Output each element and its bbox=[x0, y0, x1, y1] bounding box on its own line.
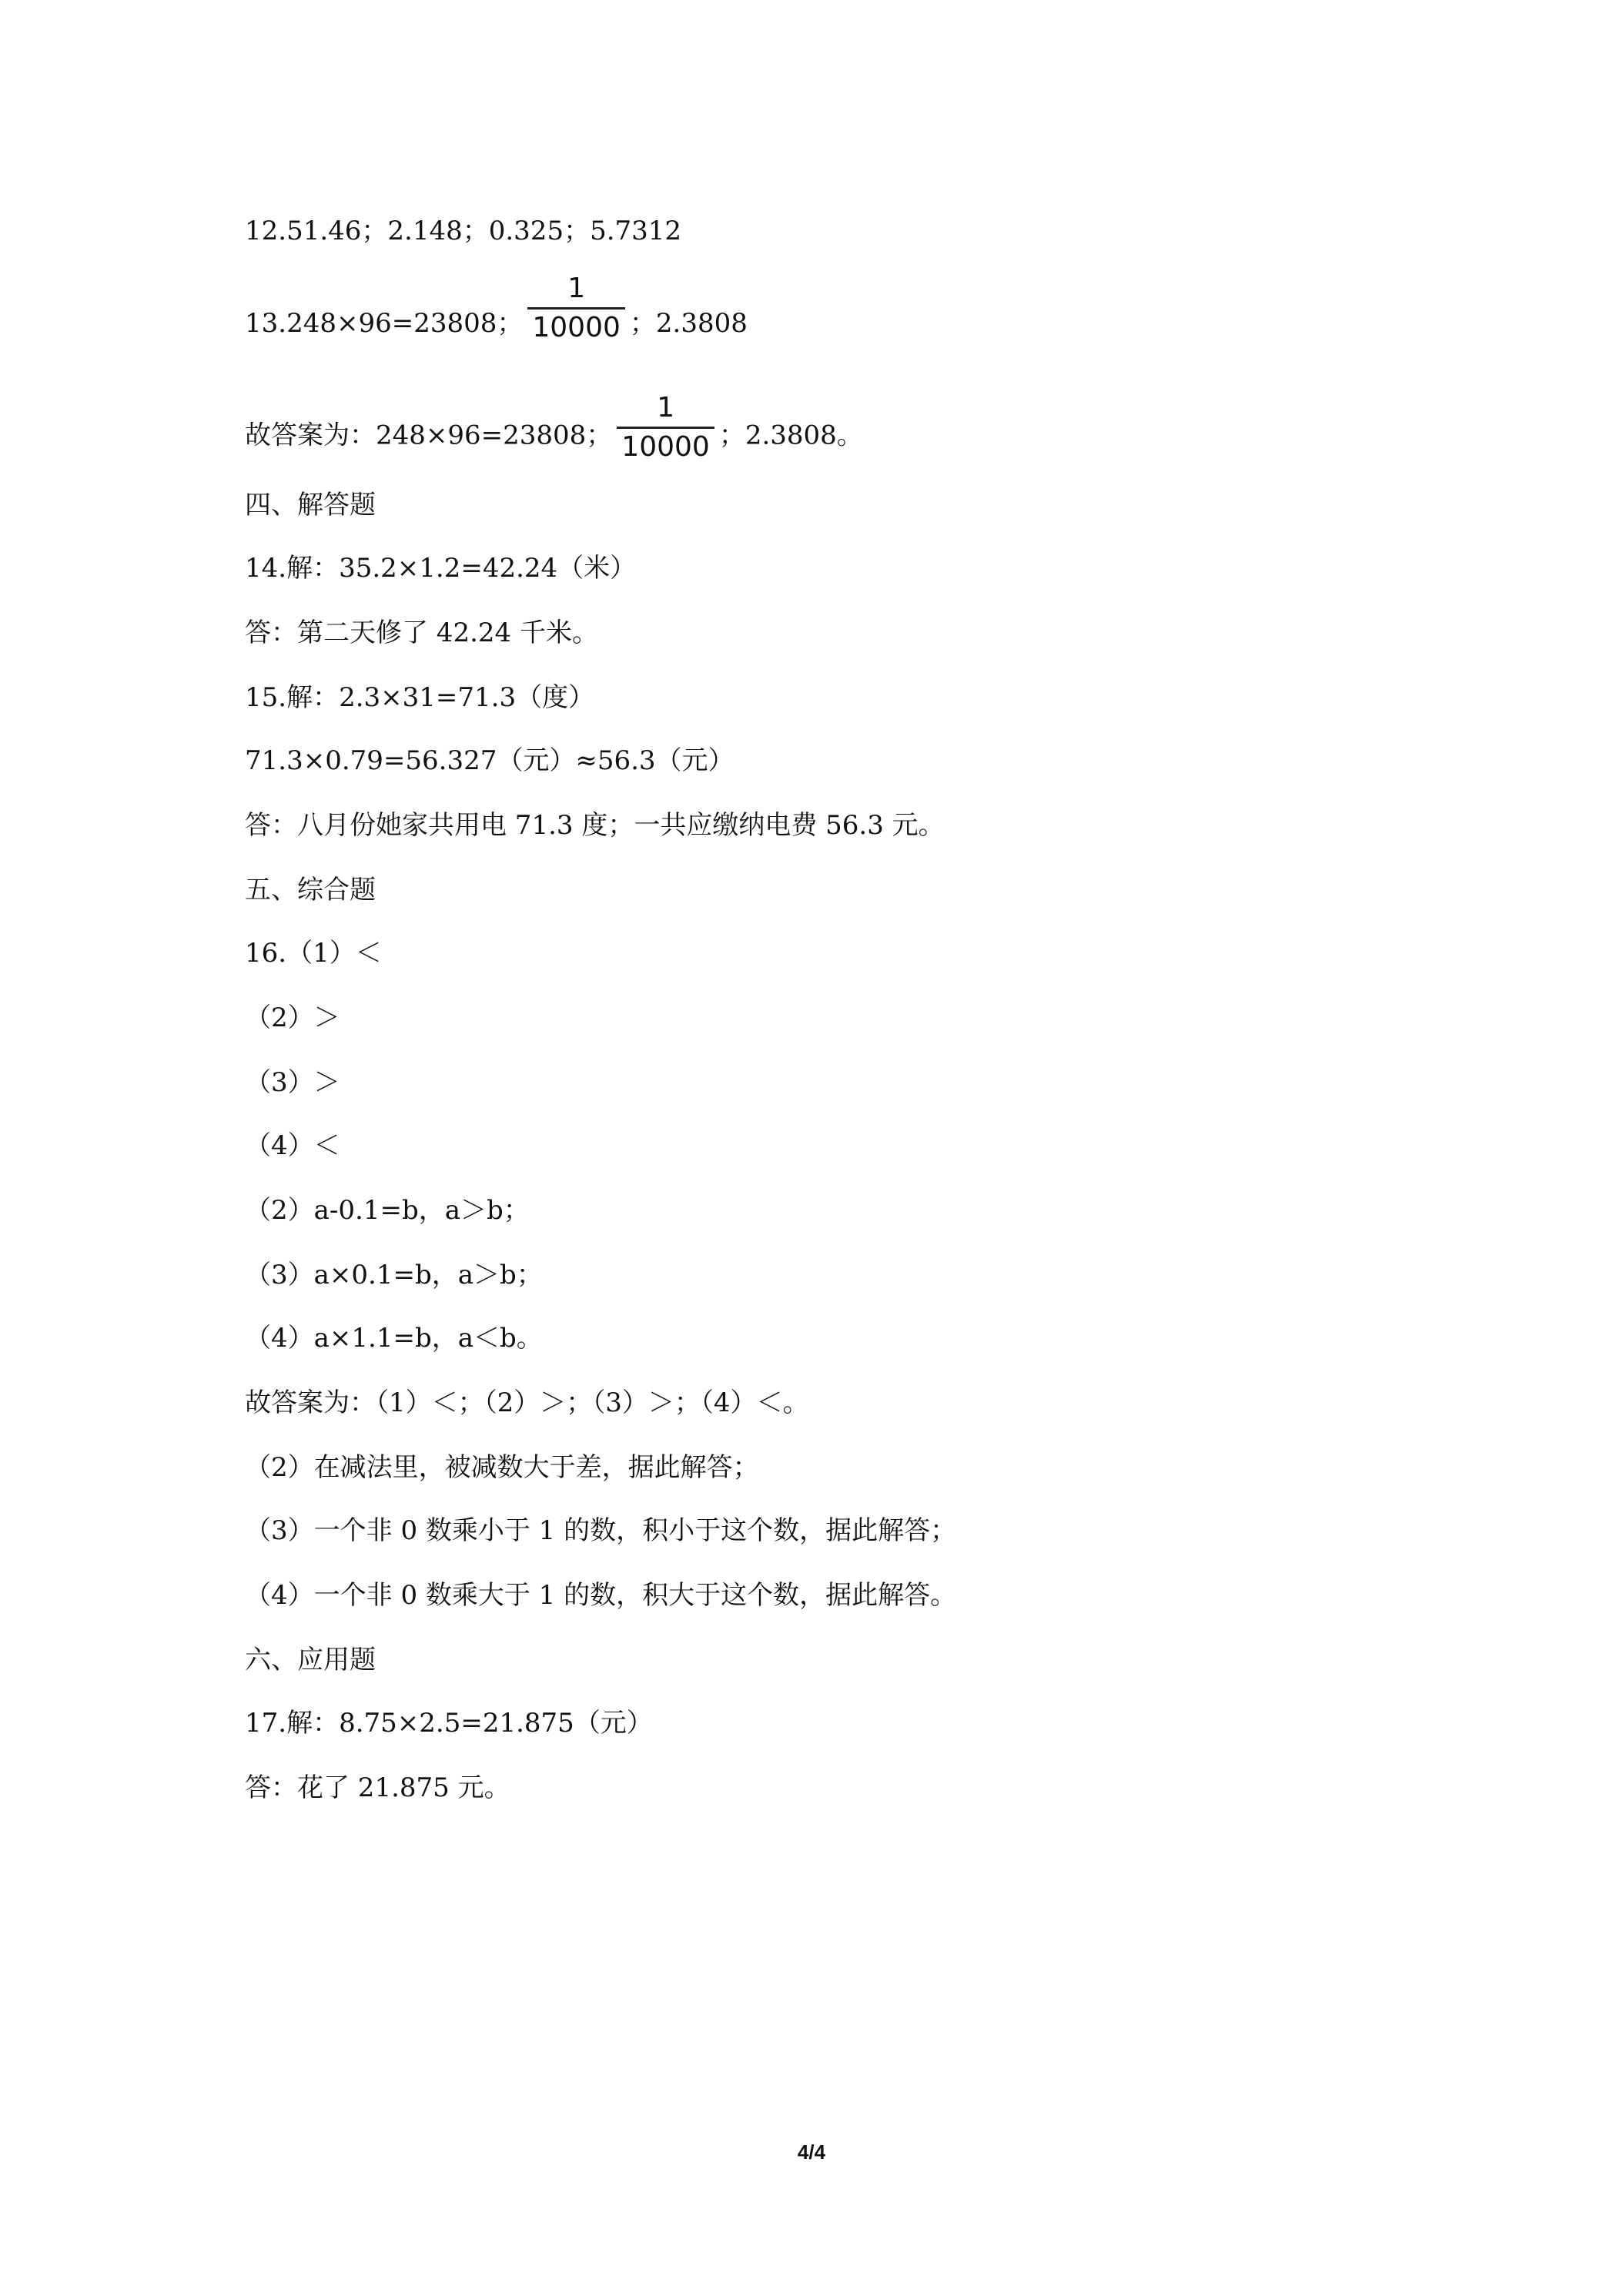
fraction-denominator: 10000 bbox=[621, 431, 710, 463]
answer-16-3: （3）＞ bbox=[245, 1067, 340, 1098]
answer-15: 答：八月份她家共用电 71.3 度；一共应缴纳电费 56.3 元。 bbox=[245, 810, 945, 841]
solution-15-step2: 71.3×0.79=56.327（元）≈56.3（元） bbox=[245, 745, 735, 776]
reasoning-16-4: （4）一个非 0 数乘大于 1 的数，积大于这个数，据此解答。 bbox=[245, 1580, 957, 1611]
answer-13-equation: 13.248×96=23808； bbox=[245, 308, 524, 339]
answer-13 bbox=[245, 272, 748, 362]
answer-14: 答：第二天修了 42.24 千米。 bbox=[245, 618, 598, 648]
answer-13-summary-result: ；2.3808。 bbox=[718, 420, 863, 451]
answer-16-4: （4）＜ bbox=[245, 1130, 340, 1161]
fraction-denominator: 10000 bbox=[532, 311, 621, 343]
section-heading-4: 四、解答题 bbox=[245, 490, 376, 520]
answer-16-1: 16.（1）＜ bbox=[245, 938, 382, 969]
fraction-numerator: 1 bbox=[657, 392, 675, 423]
answer-16-2: （2）＞ bbox=[245, 1002, 340, 1033]
solution-14: 14.解：35.2×1.2=42.24（米） bbox=[245, 553, 637, 584]
explanation-16-3: （3）a×0.1=b，a＞b； bbox=[245, 1260, 543, 1290]
answer-16-summary: 故答案为：（1）＜；（2）＞；（3）＞；（4）＜。 bbox=[245, 1387, 809, 1418]
explanation-16-4: （4）a×1.1=b，a＜b。 bbox=[245, 1323, 543, 1354]
section-heading-6: 六、应用题 bbox=[245, 1645, 376, 1675]
solution-17: 17.解：8.75×2.5=21.875（元） bbox=[245, 1708, 653, 1739]
fraction-bar bbox=[527, 307, 625, 310]
answer-12: 12.51.46；2.148；0.325；5.7312 bbox=[245, 216, 682, 246]
reasoning-16-2: （2）在减法里，被减数大于差，据此解答； bbox=[245, 1452, 759, 1483]
page-number: 4/4 bbox=[797, 2140, 826, 2164]
fraction-bar bbox=[617, 427, 714, 429]
answer-13-summary bbox=[245, 392, 863, 474]
section-heading-5: 五、综合题 bbox=[245, 875, 376, 905]
explanation-16-2: （2）a-0.1=b，a＞b； bbox=[245, 1195, 530, 1226]
solution-15: 15.解：2.3×31=71.3（度） bbox=[245, 682, 595, 713]
answer-13-summary-text: 故答案为：248×96=23808； bbox=[245, 420, 613, 451]
reasoning-16-3: （3）一个非 0 数乘小于 1 的数，积小于这个数，据此解答； bbox=[245, 1515, 957, 1546]
answer-13-result: ；2.3808 bbox=[629, 308, 748, 339]
fraction-numerator: 1 bbox=[567, 272, 586, 304]
fraction-one-ten-thousandth-summary bbox=[617, 391, 714, 464]
answer-17: 答：花了 21.875 元。 bbox=[245, 1772, 510, 1803]
fraction-one-ten-thousandth bbox=[527, 272, 625, 345]
